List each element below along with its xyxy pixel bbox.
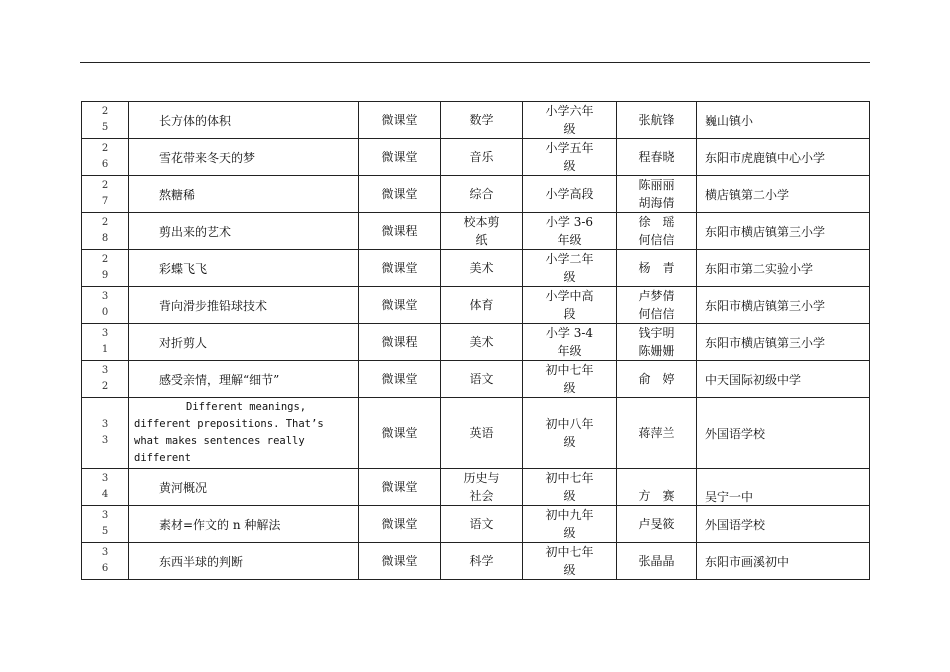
course-author: 卢梦倩 何信信	[617, 287, 697, 324]
course-type: 微课堂	[359, 102, 441, 139]
row-number: 3 0	[82, 287, 129, 324]
course-school: 吴宁一中	[697, 469, 870, 506]
course-title: 素材=作文的 n 种解法	[129, 506, 359, 543]
course-subject: 美术	[441, 324, 523, 361]
row-number: 2 5	[82, 102, 129, 139]
course-type: 微课堂	[359, 506, 441, 543]
header-rule	[80, 62, 870, 63]
course-author: 张航锋	[617, 102, 697, 139]
course-type: 微课程	[359, 213, 441, 250]
row-number: 3 3	[82, 398, 129, 469]
course-grade: 小学 3-6 年级	[523, 213, 617, 250]
course-subject: 科学	[441, 543, 523, 580]
course-title: 背向滑步推铅球技术	[129, 287, 359, 324]
course-title: 熬糖稀	[129, 176, 359, 213]
course-title: 彩蝶飞飞	[129, 250, 359, 287]
table-row	[82, 176, 870, 213]
course-type: 微课堂	[359, 361, 441, 398]
course-title: 雪花带来冬天的梦	[129, 139, 359, 176]
course-school: 东阳市横店镇第三小学	[697, 324, 870, 361]
table-row	[82, 361, 870, 398]
course-subject: 美术	[441, 250, 523, 287]
course-grade: 初中八年 级	[523, 398, 617, 469]
table-row	[82, 543, 870, 580]
course-author: 蒋萍兰	[617, 398, 697, 469]
course-author: 卢旻筱	[617, 506, 697, 543]
row-number: 3 2	[82, 361, 129, 398]
row-number: 3 1	[82, 324, 129, 361]
course-title: 长方体的体积	[129, 102, 359, 139]
course-subject: 校本剪纸	[441, 213, 523, 250]
course-author: 方 赛	[617, 469, 697, 506]
course-title: Different meanings, different prepositions. That’s what makes sentences really different	[129, 398, 359, 469]
course-grade: 初中九年 级	[523, 506, 617, 543]
course-subject: 体育	[441, 287, 523, 324]
row-number: 3 5	[82, 506, 129, 543]
course-table	[81, 101, 870, 580]
course-grade: 小学五年 级	[523, 139, 617, 176]
table-row	[82, 469, 870, 506]
course-grade: 小学二年 级	[523, 250, 617, 287]
course-school: 中天国际初级中学	[697, 361, 870, 398]
course-school: 外国语学校	[697, 398, 870, 469]
course-title: 对折剪人	[129, 324, 359, 361]
table-row	[82, 506, 870, 543]
course-type: 微课堂	[359, 287, 441, 324]
row-number: 2 7	[82, 176, 129, 213]
row-number: 2 8	[82, 213, 129, 250]
table-row	[82, 287, 870, 324]
course-grade: 小学高段	[523, 176, 617, 213]
course-school: 东阳市第二实验小学	[697, 250, 870, 287]
course-type: 微课程	[359, 324, 441, 361]
course-subject: 综合	[441, 176, 523, 213]
course-type: 微课堂	[359, 250, 441, 287]
course-title: 剪出来的艺术	[129, 213, 359, 250]
course-author: 陈丽丽 胡海倩	[617, 176, 697, 213]
course-subject: 语文	[441, 361, 523, 398]
table-row	[82, 102, 870, 139]
course-author: 杨 青	[617, 250, 697, 287]
course-school: 外国语学校	[697, 506, 870, 543]
course-subject: 英语	[441, 398, 523, 469]
course-school: 东阳市横店镇第三小学	[697, 287, 870, 324]
row-number: 3 4	[82, 469, 129, 506]
course-subject: 历史与社会	[441, 469, 523, 506]
course-title: 感受亲情，理解“细节”	[129, 361, 359, 398]
course-title: 东西半球的判断	[129, 543, 359, 580]
course-type: 微课堂	[359, 543, 441, 580]
course-grade: 小学六年 级	[523, 102, 617, 139]
course-type: 微课堂	[359, 139, 441, 176]
course-author: 张晶晶	[617, 543, 697, 580]
course-school: 横店镇第二小学	[697, 176, 870, 213]
table-row	[82, 324, 870, 361]
course-grade: 小学 3-4 年级	[523, 324, 617, 361]
row-number: 3 6	[82, 543, 129, 580]
row-number: 2 6	[82, 139, 129, 176]
table-row	[82, 250, 870, 287]
table-row	[82, 398, 870, 469]
course-title: 黄河概况	[129, 469, 359, 506]
course-grade: 初中七年 级	[523, 469, 617, 506]
course-subject: 音乐	[441, 139, 523, 176]
course-author: 钱宇明 陈姗姗	[617, 324, 697, 361]
course-type: 微课堂	[359, 176, 441, 213]
course-school: 巍山镇小	[697, 102, 870, 139]
course-grade: 小学中高 段	[523, 287, 617, 324]
course-author: 程春晓	[617, 139, 697, 176]
course-type: 微课堂	[359, 469, 441, 506]
course-author: 徐 瑶 何信信	[617, 213, 697, 250]
course-school: 东阳市横店镇第三小学	[697, 213, 870, 250]
course-school: 东阳市虎鹿镇中心小学	[697, 139, 870, 176]
course-subject: 语文	[441, 506, 523, 543]
table-row	[82, 139, 870, 176]
course-grade: 初中七年 级	[523, 543, 617, 580]
row-number: 2 9	[82, 250, 129, 287]
course-grade: 初中七年 级	[523, 361, 617, 398]
course-school: 东阳市画溪初中	[697, 543, 870, 580]
course-type: 微课堂	[359, 398, 441, 469]
table-row	[82, 213, 870, 250]
course-author: 俞 婷	[617, 361, 697, 398]
course-subject: 数学	[441, 102, 523, 139]
